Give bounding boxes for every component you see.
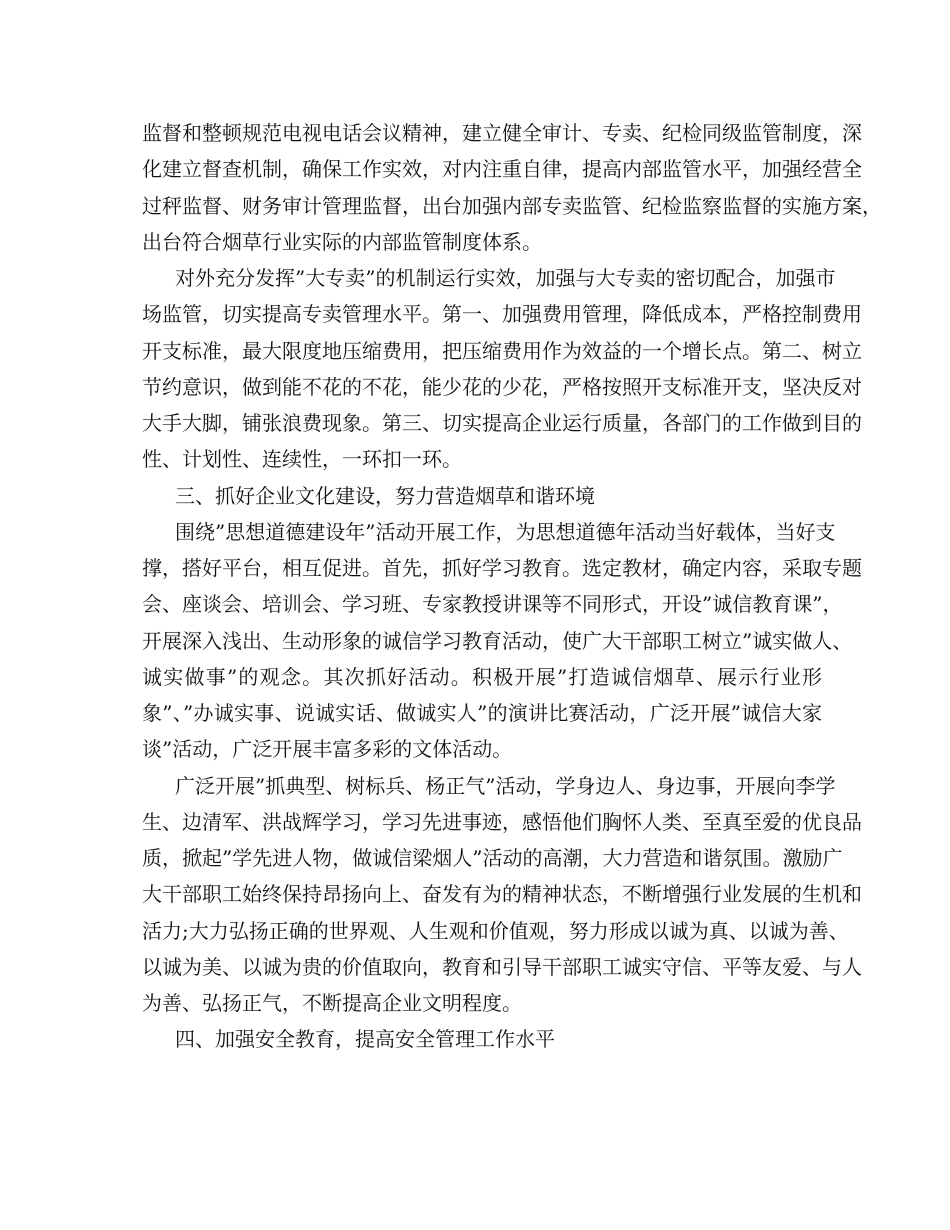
text-line-13: 撑，搭好平台，相互促进。首先，抓好学习教育。选定教材，确定内容，采取专题: [142, 556, 862, 580]
section-heading-4: 四、加强安全教育，提高安全管理工作水平: [175, 1027, 555, 1052]
text-line-22: 大干部职工始终保持昂扬向上、奋发有为的精神状态，不断增强行业发展的生机和: [142, 882, 862, 907]
text-line-17: 象”、”办诚实事、说诚实话、做诚实人”的演讲比赛活动，广泛开展”诚信大家: [142, 701, 822, 725]
text-line-4: 出台符合烟草行业实际的内部监管制度体系。: [142, 229, 542, 254]
text-line-21: 质，掀起”学先进人物，做诚信梁烟人”活动的高潮，大力营造和谐氛围。激励广: [142, 846, 843, 870]
text-line-12: 围绕”思想道德建设年”活动开展工作，为思想道德年活动当好载体，当好支: [175, 519, 836, 544]
text-line-19: 广泛开展”抓典型、树标兵、杨正气”活动，学身边人、身边事，开展向李学: [175, 773, 836, 798]
text-line-9: 大手大脚，铺张浪费现象。第三、切实提高企业运行质量，各部门的工作做到目的: [142, 411, 862, 435]
text-line-5: 对外充分发挥”大专卖”的机制运行实效，加强与大专卖的密切配合，加强市: [175, 266, 836, 290]
text-line-10: 性、计划性、连续性，一环扣一环。: [142, 447, 462, 472]
text-line-16: 诚实做事”的观念。其次抓好活动。积极开展”打造诚信烟草、展示行业形: [142, 664, 822, 689]
text-line-20: 生、边清军、洪战辉学习，学习先进事迹，感悟他们胸怀人类、至真至爱的优良品: [142, 809, 862, 834]
text-line-1: 监督和整顿规范电视电话会议精神，建立健全审计、专卖、纪检同级监管制度，深: [142, 121, 862, 145]
text-line-3: 过秤监督、财务审计管理监督，出台加强内部专卖监管、纪检监察监督的实施方案，: [142, 193, 882, 218]
text-line-25: 为善、弘扬正气，不断提高企业文明程度。: [142, 991, 522, 1015]
text-line-23: 活力;大力弘扬正确的世界观、人生观和价值观，努力形成以诚为真、以诚为善、: [142, 918, 849, 943]
text-line-14: 会、座谈会、培训会、学习班、专家教授讲课等不同形式，开设”诚信教育课”，: [142, 592, 843, 617]
text-line-6: 场监管，切实提高专卖管理水平。第一、加强费用管理，降低成本，严格控制费用: [142, 302, 862, 327]
text-line-2: 化建立督查机制，确保工作实效，对内注重自律，提高内部监管水平，加强经营全: [142, 157, 862, 182]
text-line-18: 谈”活动，广泛开展丰富多彩的文体活动。: [142, 737, 513, 762]
text-line-8: 节约意识，做到能不花的不花，能少花的少花，严格按照开支标准开支，坚决反对: [142, 374, 862, 399]
text-line-15: 开展深入浅出、生动形象的诚信学习教育活动，使广大干部职工树立”诚实做人、: [142, 628, 853, 653]
section-heading-3: 三、抓好企业文化建设，努力营造烟草和谐环境: [175, 483, 595, 508]
text-line-7: 开支标准，最大限度地压缩费用，把压缩费用作为效益的一个增长点。第二、树立: [142, 338, 862, 363]
document-body: [142, 115, 882, 1058]
text-line-24: 以诚为美、以诚为贵的价值取向，教育和引导干部职工诚实守信、平等友爱、与人: [142, 954, 862, 979]
